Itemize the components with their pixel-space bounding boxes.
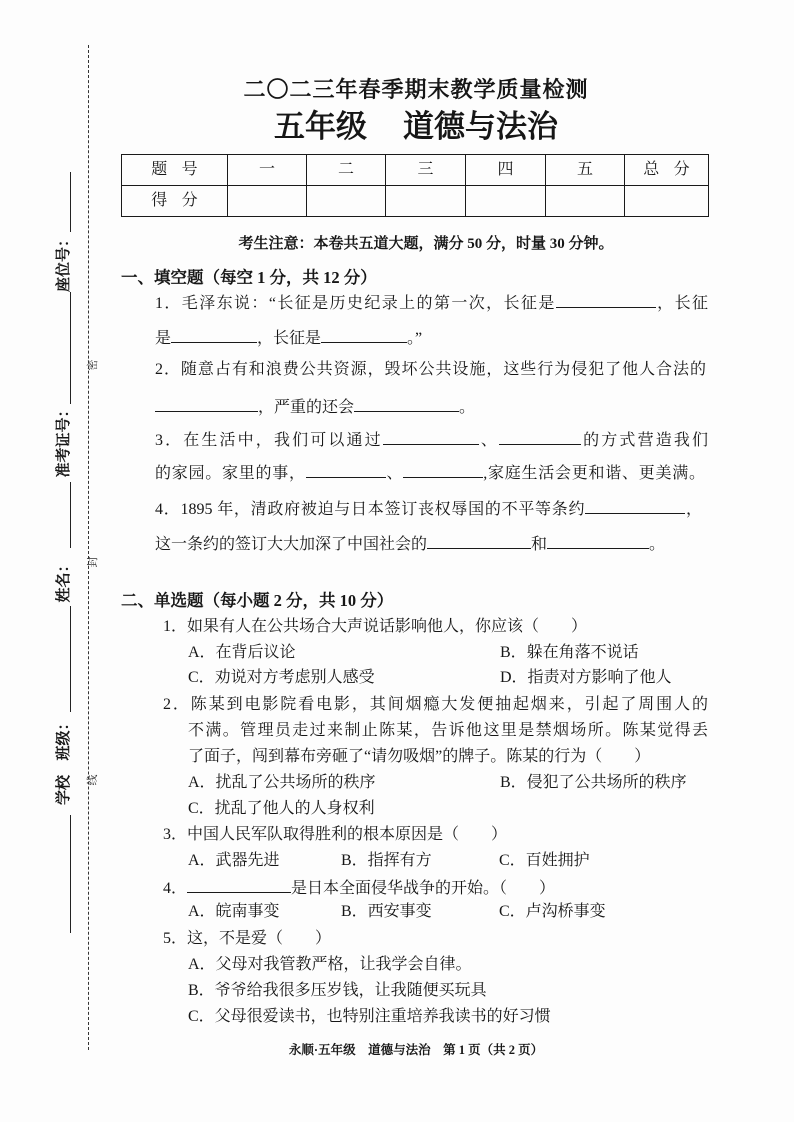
score-table-header-row [122, 155, 709, 186]
question-text: 4．1895 年，清政府被迫与日本签订丧权辱国的不平等条约 [155, 501, 586, 518]
answer-blank [171, 326, 257, 343]
exam-subtitle [118, 108, 714, 146]
school-write-line [70, 815, 71, 933]
section-heading-fill-in: 一、填空题（每空 1 分，共 12 分） [121, 268, 377, 287]
fill-q1-line1 [155, 291, 708, 314]
fill-q2-line2 [155, 395, 475, 418]
question-text: 的方式营造我们 [581, 432, 708, 449]
fill-q3-line1 [155, 428, 708, 451]
exam-number-label: 准考证号： [56, 402, 72, 478]
question-text: 1．毛泽东说：“长征是历史纪录上的第一次，长征是 [155, 295, 556, 312]
answer-blank [155, 395, 258, 412]
answer-blank [306, 461, 386, 478]
choice-q2-stem-line2: 不满。管理员走过来制止陈某，告诉他这里是禁烟场所。陈某觉得丢 [188, 722, 708, 739]
school-label: 学校 [56, 774, 72, 806]
choice-q2-option-c: C．扰乱了他人的人身权利 [188, 800, 375, 817]
score-cell [466, 186, 546, 217]
choice-q2-option-a: A．扰乱了公共场所的秩序 [188, 774, 376, 791]
score-table [121, 154, 709, 217]
choice-q3-option-c: C．百姓拥护 [499, 852, 590, 869]
question-text: 、 [478, 432, 500, 449]
page-footer: 永顺·五年级 道德与法治 第 1 页（共 2 页） [288, 1043, 544, 1057]
question-text: 3．在生活中，我们可以通过 [155, 432, 383, 449]
score-cell [228, 186, 307, 217]
class-label: 班级： [56, 715, 72, 761]
question-text: 。 [649, 536, 666, 553]
question-text: ，长征 [655, 295, 708, 312]
subject-label: 道德与法治 [403, 109, 558, 144]
question-text: 4． [163, 880, 188, 897]
grade-label: 五年级 [274, 109, 367, 144]
fill-q1-line2 [155, 326, 422, 349]
question-text: 是日本全面侵华战争的开始。（ ） [291, 880, 556, 897]
question-text: 2．随意占有和浪费公共资源，毁坏公共设施，这些行为侵犯了他人合法的 [155, 361, 706, 378]
choice-q5-option-c: C．父母很爱读书，也特别注重培养我读书的好习惯 [188, 1008, 551, 1025]
seal-mark-xian: 线 [87, 774, 99, 786]
score-table-score-row [122, 186, 709, 217]
answer-blank [321, 326, 407, 343]
answer-blank [499, 428, 581, 445]
column-header: 四 [466, 155, 546, 186]
answer-blank [427, 532, 531, 549]
answer-blank [187, 876, 291, 893]
choice-q4-option-b: B．西安事变 [341, 903, 432, 920]
section-heading-single-choice: 二、单选题（每小题 2 分，共 10 分） [121, 591, 394, 610]
choice-q3-option-b: B．指挥有方 [341, 852, 432, 869]
score-cell [546, 186, 625, 217]
choice-q2-stem-line1: 2．陈某到电影院看电影，其间烟瘾大发便抽起烟来，引起了周围人的 [163, 696, 708, 713]
choice-q2-stem-line3: 了面子，闯到幕布旁砸了“请勿吸烟”的牌子。陈某的行为（ ） [188, 748, 651, 765]
score-cell [625, 186, 709, 217]
question-text: 是 [155, 330, 172, 347]
choice-q4-option-c: C．卢沟桥事变 [499, 903, 606, 920]
exam-title: 二〇二三年春季期末教学质量检测 [243, 77, 589, 102]
question-text: 这一条约的签订大大加深了中国社会的 [155, 536, 428, 553]
choice-q2-option-b: B．侵犯了公共场所的秩序 [500, 774, 687, 791]
choice-q3-stem: 3．中国人民军队取得胜利的根本原因是（ ） [163, 826, 508, 843]
seal-mark-feng: 封 [87, 556, 99, 568]
seat-number-write-line [70, 172, 71, 232]
fill-q2-line1 [155, 360, 706, 380]
choice-q1-option-d: D．指责对方影响了他人 [500, 669, 672, 686]
choice-q4-option-a: A．皖南事变 [188, 903, 280, 920]
column-header: 五 [546, 155, 625, 186]
column-header: 一 [228, 155, 307, 186]
question-number-label: 题号 [122, 155, 228, 186]
fill-q4-line1 [155, 497, 702, 520]
choice-q1-option-b: B．躲在角落不说话 [500, 644, 639, 661]
choice-q1-stem: 1．如果有人在公共场合大声说话影响他人，你应该（ ） [163, 618, 588, 635]
question-text: ， [685, 501, 702, 518]
column-header: 三 [386, 155, 466, 186]
answer-blank [585, 497, 685, 514]
score-label: 得分 [122, 186, 228, 217]
score-cell [386, 186, 466, 217]
score-cell [307, 186, 386, 217]
exam-number-write-line [70, 292, 71, 404]
answer-blank [403, 461, 483, 478]
question-text: 。 [459, 399, 476, 416]
question-text: 和 [531, 536, 548, 553]
fill-q3-line2 [155, 461, 705, 484]
question-text: ,家庭生活会更和谐、更美满。 [483, 465, 705, 482]
choice-q1-option-a: A．在背后议论 [188, 644, 296, 661]
answer-blank [547, 532, 649, 549]
column-header: 二 [307, 155, 386, 186]
seat-number-label: 座位号： [56, 231, 72, 293]
exam-notice: 考生注意：本卷共五道大题，满分 50 分，时量 30 分钟。 [238, 236, 614, 252]
question-text: ，长征是 [257, 330, 322, 347]
class-write-line [70, 606, 71, 712]
question-text: 。” [407, 330, 423, 347]
answer-blank [383, 428, 479, 445]
question-text: ，严重的还会 [258, 399, 355, 416]
name-write-line [70, 482, 71, 548]
total-score-label: 总分 [625, 155, 709, 186]
choice-q5-option-b: B．爷爷给我很多压岁钱，让我随便买玩具 [188, 982, 487, 999]
answer-blank [556, 291, 656, 308]
seal-mark-mi: 密 [87, 359, 99, 371]
choice-q4-stem [163, 876, 555, 899]
name-label: 姓名： [56, 557, 72, 603]
binding-dashed-line [88, 45, 89, 1050]
question-text: 的家园。家里的事， [155, 465, 306, 482]
choice-q5-option-a: A．父母对我管教严格，让我学会自律。 [188, 956, 472, 973]
question-text: 、 [385, 465, 404, 482]
answer-blank [354, 395, 459, 412]
choice-q3-option-a: A．武器先进 [188, 852, 280, 869]
fill-q4-line2 [155, 532, 665, 555]
choice-q5-stem: 5．这，不是爱（ ） [163, 930, 332, 947]
choice-q1-option-c: C．劝说对方考虑别人感受 [188, 669, 375, 686]
